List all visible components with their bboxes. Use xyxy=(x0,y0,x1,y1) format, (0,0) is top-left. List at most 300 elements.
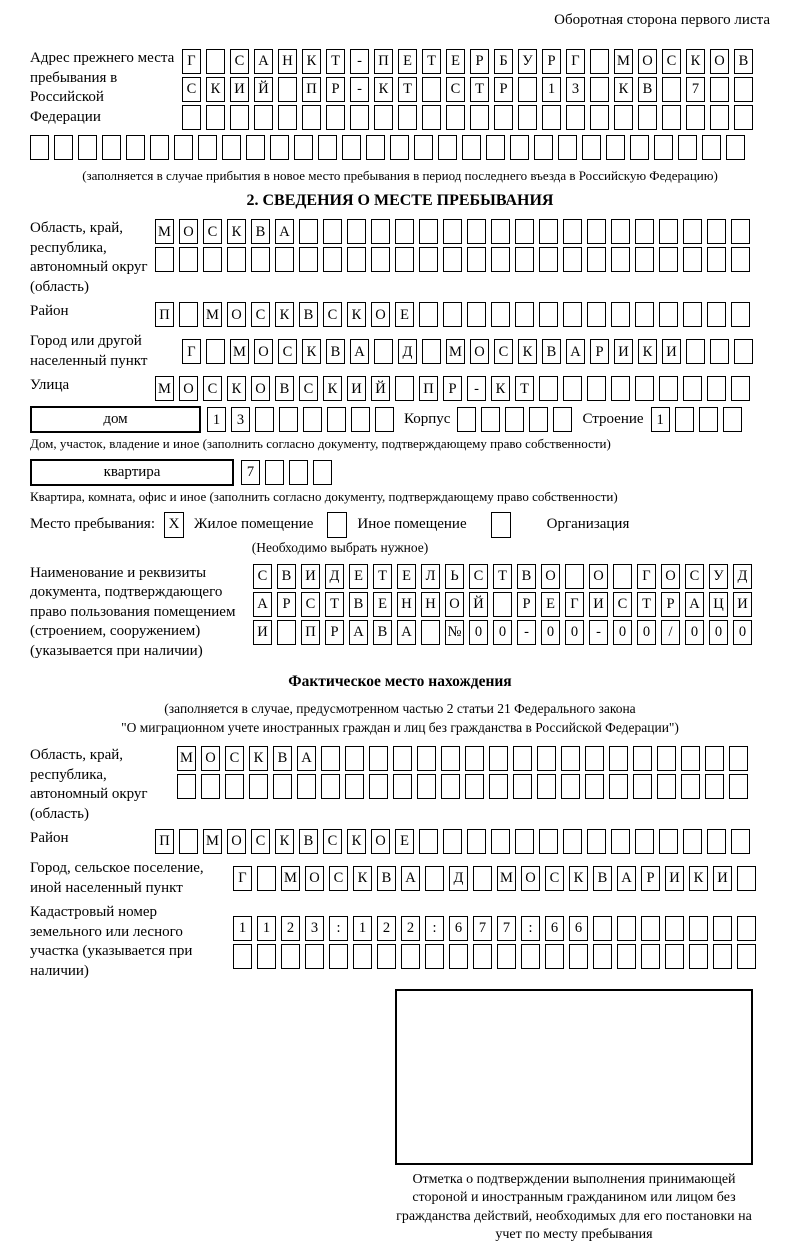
char-cell[interactable] xyxy=(491,247,510,272)
char-cell[interactable] xyxy=(345,746,364,771)
char-cell[interactable] xyxy=(467,219,486,244)
char-cell[interactable]: Р xyxy=(661,592,680,617)
char-cell[interactable]: И xyxy=(301,564,320,589)
char-cell[interactable] xyxy=(419,829,438,854)
char-cell[interactable]: А xyxy=(254,49,273,74)
char-cell[interactable] xyxy=(565,564,584,589)
char-cell[interactable] xyxy=(351,407,370,432)
char-cell[interactable]: Р xyxy=(590,339,609,364)
char-cell[interactable] xyxy=(611,219,630,244)
char-cell[interactable] xyxy=(587,829,606,854)
char-cell[interactable]: А xyxy=(397,620,416,645)
char-cell[interactable]: С xyxy=(251,302,270,327)
char-cell[interactable]: П xyxy=(302,77,321,102)
char-cell[interactable] xyxy=(635,829,654,854)
char-cell[interactable] xyxy=(705,746,724,771)
char-cell[interactable]: В xyxy=(273,746,292,771)
char-cell[interactable]: 2 xyxy=(377,916,396,941)
char-cell[interactable]: - xyxy=(350,49,369,74)
char-cell[interactable]: А xyxy=(401,866,420,891)
char-cell[interactable] xyxy=(329,944,348,969)
char-cell[interactable]: М xyxy=(203,302,222,327)
char-cell[interactable] xyxy=(590,49,609,74)
char-cell[interactable] xyxy=(395,376,414,401)
char-cell[interactable]: М xyxy=(230,339,249,364)
char-cell[interactable] xyxy=(374,339,393,364)
char-cell[interactable] xyxy=(30,135,49,160)
char-cell[interactable]: О xyxy=(445,592,464,617)
char-cell[interactable] xyxy=(465,774,484,799)
char-cell[interactable]: А xyxy=(685,592,704,617)
char-cell[interactable] xyxy=(675,407,694,432)
char-cell[interactable]: Т xyxy=(637,592,656,617)
char-cell[interactable] xyxy=(201,774,220,799)
char-cell[interactable] xyxy=(635,247,654,272)
char-cell[interactable]: Е xyxy=(541,592,560,617)
char-cell[interactable] xyxy=(611,376,630,401)
char-cell[interactable] xyxy=(633,774,652,799)
char-cell[interactable] xyxy=(713,916,732,941)
char-cell[interactable] xyxy=(303,407,322,432)
char-cell[interactable] xyxy=(609,746,628,771)
char-cell[interactable]: К xyxy=(302,49,321,74)
char-cell[interactable] xyxy=(278,105,297,130)
char-cell[interactable]: О xyxy=(470,339,489,364)
char-cell[interactable] xyxy=(665,944,684,969)
char-cell[interactable] xyxy=(518,77,537,102)
char-cell[interactable] xyxy=(563,829,582,854)
char-cell[interactable] xyxy=(270,135,289,160)
char-cell[interactable]: К xyxy=(689,866,708,891)
residence-checkbox-org[interactable] xyxy=(491,512,511,538)
char-cell[interactable]: К xyxy=(275,829,294,854)
char-cell[interactable]: 0 xyxy=(541,620,560,645)
char-cell[interactable]: Е xyxy=(349,564,368,589)
char-cell[interactable]: К xyxy=(323,376,342,401)
char-cell[interactable] xyxy=(369,774,388,799)
char-cell[interactable] xyxy=(513,774,532,799)
char-cell[interactable] xyxy=(683,302,702,327)
char-cell[interactable]: А xyxy=(253,592,272,617)
char-cell[interactable] xyxy=(465,746,484,771)
char-cell[interactable]: С xyxy=(230,49,249,74)
char-cell[interactable]: 1 xyxy=(207,407,226,432)
char-cell[interactable] xyxy=(227,247,246,272)
char-cell[interactable]: В xyxy=(373,620,392,645)
char-cell[interactable]: В xyxy=(349,592,368,617)
char-cell[interactable] xyxy=(441,746,460,771)
char-cell[interactable]: Р xyxy=(470,49,489,74)
char-cell[interactable] xyxy=(659,302,678,327)
char-cell[interactable] xyxy=(659,247,678,272)
char-cell[interactable] xyxy=(425,944,444,969)
char-cell[interactable] xyxy=(327,407,346,432)
char-cell[interactable]: Т xyxy=(325,592,344,617)
char-cell[interactable] xyxy=(723,407,742,432)
char-cell[interactable]: И xyxy=(662,339,681,364)
char-cell[interactable] xyxy=(705,774,724,799)
char-cell[interactable] xyxy=(126,135,145,160)
char-cell[interactable] xyxy=(542,105,561,130)
char-cell[interactable] xyxy=(251,247,270,272)
char-cell[interactable]: М xyxy=(155,219,174,244)
char-cell[interactable] xyxy=(305,944,324,969)
char-cell[interactable] xyxy=(179,247,198,272)
char-cell[interactable] xyxy=(473,866,492,891)
char-cell[interactable] xyxy=(150,135,169,160)
char-cell[interactable] xyxy=(707,376,726,401)
char-cell[interactable]: К xyxy=(227,219,246,244)
char-cell[interactable] xyxy=(686,105,705,130)
char-cell[interactable] xyxy=(289,460,308,485)
char-cell[interactable]: 0 xyxy=(709,620,728,645)
char-cell[interactable] xyxy=(737,944,756,969)
char-cell[interactable]: А xyxy=(275,219,294,244)
char-cell[interactable] xyxy=(443,219,462,244)
char-cell[interactable] xyxy=(374,105,393,130)
char-cell[interactable] xyxy=(182,105,201,130)
char-cell[interactable] xyxy=(633,746,652,771)
char-cell[interactable] xyxy=(563,219,582,244)
char-cell[interactable] xyxy=(467,302,486,327)
char-cell[interactable] xyxy=(635,376,654,401)
char-cell[interactable]: - xyxy=(467,376,486,401)
char-cell[interactable] xyxy=(233,944,252,969)
char-cell[interactable] xyxy=(659,376,678,401)
char-cell[interactable]: О xyxy=(371,302,390,327)
char-cell[interactable]: Р xyxy=(542,49,561,74)
char-cell[interactable]: В xyxy=(326,339,345,364)
char-cell[interactable]: С xyxy=(323,302,342,327)
char-cell[interactable]: Г xyxy=(566,49,585,74)
char-cell[interactable]: О xyxy=(661,564,680,589)
char-cell[interactable] xyxy=(206,49,225,74)
char-cell[interactable] xyxy=(587,302,606,327)
char-cell[interactable] xyxy=(395,247,414,272)
char-cell[interactable] xyxy=(665,916,684,941)
char-cell[interactable] xyxy=(726,135,745,160)
char-cell[interactable] xyxy=(657,774,676,799)
char-cell[interactable]: Р xyxy=(277,592,296,617)
char-cell[interactable] xyxy=(505,407,524,432)
char-cell[interactable]: Д xyxy=(733,564,752,589)
char-cell[interactable] xyxy=(539,219,558,244)
char-cell[interactable] xyxy=(318,135,337,160)
char-cell[interactable] xyxy=(515,829,534,854)
char-cell[interactable]: 3 xyxy=(231,407,250,432)
char-cell[interactable]: Т xyxy=(373,564,392,589)
char-cell[interactable] xyxy=(561,746,580,771)
char-cell[interactable] xyxy=(366,135,385,160)
char-cell[interactable]: В xyxy=(299,829,318,854)
char-cell[interactable] xyxy=(342,135,361,160)
char-cell[interactable] xyxy=(230,105,249,130)
char-cell[interactable] xyxy=(419,247,438,272)
char-cell[interactable] xyxy=(563,376,582,401)
char-cell[interactable]: 1 xyxy=(651,407,670,432)
char-cell[interactable]: О xyxy=(179,376,198,401)
char-cell[interactable] xyxy=(467,247,486,272)
char-cell[interactable]: Ц xyxy=(709,592,728,617)
char-cell[interactable] xyxy=(299,247,318,272)
char-cell[interactable]: А xyxy=(617,866,636,891)
char-cell[interactable]: 2 xyxy=(281,916,300,941)
char-cell[interactable]: П xyxy=(155,302,174,327)
char-cell[interactable] xyxy=(731,376,750,401)
char-cell[interactable]: 6 xyxy=(449,916,468,941)
char-cell[interactable]: С xyxy=(299,376,318,401)
char-cell[interactable] xyxy=(590,105,609,130)
char-cell[interactable]: О xyxy=(710,49,729,74)
char-cell[interactable] xyxy=(593,944,612,969)
char-cell[interactable] xyxy=(641,916,660,941)
char-cell[interactable]: С xyxy=(251,829,270,854)
char-cell[interactable] xyxy=(731,247,750,272)
char-cell[interactable]: О xyxy=(254,339,273,364)
char-cell[interactable] xyxy=(710,77,729,102)
char-cell[interactable]: М xyxy=(446,339,465,364)
char-cell[interactable]: А xyxy=(349,620,368,645)
char-cell[interactable] xyxy=(422,339,441,364)
char-cell[interactable]: И xyxy=(614,339,633,364)
char-cell[interactable]: Б xyxy=(494,49,513,74)
char-cell[interactable] xyxy=(707,247,726,272)
char-cell[interactable] xyxy=(609,774,628,799)
char-cell[interactable] xyxy=(689,944,708,969)
char-cell[interactable]: 0 xyxy=(493,620,512,645)
char-cell[interactable]: В xyxy=(734,49,753,74)
char-cell[interactable] xyxy=(345,774,364,799)
char-cell[interactable] xyxy=(611,247,630,272)
char-cell[interactable] xyxy=(635,302,654,327)
char-cell[interactable]: / xyxy=(661,620,680,645)
char-cell[interactable]: У xyxy=(709,564,728,589)
char-cell[interactable]: А xyxy=(566,339,585,364)
char-cell[interactable]: 1 xyxy=(257,916,276,941)
char-cell[interactable]: О xyxy=(227,829,246,854)
char-cell[interactable] xyxy=(737,916,756,941)
char-cell[interactable]: 6 xyxy=(569,916,588,941)
char-cell[interactable] xyxy=(417,746,436,771)
char-cell[interactable] xyxy=(630,135,649,160)
char-cell[interactable] xyxy=(737,866,756,891)
char-cell[interactable] xyxy=(294,135,313,160)
char-cell[interactable]: Р xyxy=(443,376,462,401)
char-cell[interactable] xyxy=(585,746,604,771)
char-cell[interactable] xyxy=(638,105,657,130)
residence-checkbox-zhiloe[interactable]: X xyxy=(164,512,184,538)
char-cell[interactable]: К xyxy=(206,77,225,102)
char-cell[interactable]: Д xyxy=(449,866,468,891)
char-cell[interactable] xyxy=(179,829,198,854)
char-cell[interactable]: 3 xyxy=(566,77,585,102)
char-cell[interactable] xyxy=(398,105,417,130)
char-cell[interactable] xyxy=(313,460,332,485)
char-cell[interactable] xyxy=(470,105,489,130)
char-cell[interactable]: Д xyxy=(398,339,417,364)
char-cell[interactable] xyxy=(702,135,721,160)
char-cell[interactable] xyxy=(553,407,572,432)
char-cell[interactable] xyxy=(347,219,366,244)
char-cell[interactable]: Т xyxy=(422,49,441,74)
char-cell[interactable] xyxy=(729,746,748,771)
char-cell[interactable]: Д xyxy=(325,564,344,589)
char-cell[interactable]: - xyxy=(589,620,608,645)
char-cell[interactable] xyxy=(707,829,726,854)
char-cell[interactable]: С xyxy=(469,564,488,589)
char-cell[interactable] xyxy=(710,339,729,364)
char-cell[interactable] xyxy=(174,135,193,160)
char-cell[interactable] xyxy=(347,247,366,272)
char-cell[interactable] xyxy=(587,247,606,272)
char-cell[interactable]: О xyxy=(251,376,270,401)
char-cell[interactable] xyxy=(539,376,558,401)
char-cell[interactable] xyxy=(734,105,753,130)
char-cell[interactable] xyxy=(449,944,468,969)
char-cell[interactable] xyxy=(323,219,342,244)
char-cell[interactable]: В xyxy=(593,866,612,891)
char-cell[interactable]: К xyxy=(353,866,372,891)
char-cell[interactable]: 0 xyxy=(565,620,584,645)
char-cell[interactable] xyxy=(537,774,556,799)
char-cell[interactable] xyxy=(539,829,558,854)
char-cell[interactable] xyxy=(686,339,705,364)
char-cell[interactable] xyxy=(473,944,492,969)
char-cell[interactable] xyxy=(78,135,97,160)
char-cell[interactable] xyxy=(393,774,412,799)
char-cell[interactable]: И xyxy=(253,620,272,645)
char-cell[interactable] xyxy=(563,302,582,327)
char-cell[interactable]: О xyxy=(541,564,560,589)
char-cell[interactable]: Г xyxy=(182,49,201,74)
char-cell[interactable]: Г xyxy=(182,339,201,364)
char-cell[interactable]: 1 xyxy=(542,77,561,102)
char-cell[interactable]: М xyxy=(614,49,633,74)
char-cell[interactable] xyxy=(441,774,460,799)
char-cell[interactable]: 1 xyxy=(353,916,372,941)
char-cell[interactable] xyxy=(534,135,553,160)
char-cell[interactable] xyxy=(734,339,753,364)
char-cell[interactable] xyxy=(699,407,718,432)
char-cell[interactable] xyxy=(257,866,276,891)
char-cell[interactable]: В xyxy=(299,302,318,327)
char-cell[interactable] xyxy=(539,247,558,272)
char-cell[interactable]: С xyxy=(182,77,201,102)
char-cell[interactable]: : xyxy=(521,916,540,941)
char-cell[interactable] xyxy=(275,247,294,272)
char-cell[interactable] xyxy=(558,135,577,160)
char-cell[interactable] xyxy=(443,302,462,327)
char-cell[interactable]: В xyxy=(275,376,294,401)
char-cell[interactable]: К xyxy=(638,339,657,364)
char-cell[interactable] xyxy=(353,944,372,969)
char-cell[interactable] xyxy=(302,105,321,130)
char-cell[interactable]: Н xyxy=(397,592,416,617)
char-cell[interactable] xyxy=(155,247,174,272)
char-cell[interactable]: И xyxy=(665,866,684,891)
char-cell[interactable] xyxy=(371,247,390,272)
char-cell[interactable] xyxy=(278,77,297,102)
char-cell[interactable]: А xyxy=(297,746,316,771)
char-cell[interactable]: В xyxy=(251,219,270,244)
char-cell[interactable]: И xyxy=(230,77,249,102)
char-cell[interactable] xyxy=(617,916,636,941)
char-cell[interactable] xyxy=(422,77,441,102)
char-cell[interactable] xyxy=(377,944,396,969)
char-cell[interactable] xyxy=(425,866,444,891)
char-cell[interactable] xyxy=(206,339,225,364)
char-cell[interactable]: Г xyxy=(233,866,252,891)
char-cell[interactable] xyxy=(279,407,298,432)
char-cell[interactable]: М xyxy=(203,829,222,854)
char-cell[interactable] xyxy=(678,135,697,160)
char-cell[interactable] xyxy=(203,247,222,272)
char-cell[interactable]: Й xyxy=(469,592,488,617)
char-cell[interactable]: К xyxy=(302,339,321,364)
char-cell[interactable] xyxy=(613,564,632,589)
char-cell[interactable]: 6 xyxy=(545,916,564,941)
char-cell[interactable] xyxy=(255,407,274,432)
char-cell[interactable] xyxy=(54,135,73,160)
char-cell[interactable]: Р xyxy=(641,866,660,891)
char-cell[interactable]: К xyxy=(491,376,510,401)
char-cell[interactable] xyxy=(593,916,612,941)
char-cell[interactable] xyxy=(510,135,529,160)
char-cell[interactable] xyxy=(299,219,318,244)
char-cell[interactable] xyxy=(350,105,369,130)
char-cell[interactable] xyxy=(265,460,284,485)
char-cell[interactable] xyxy=(277,620,296,645)
char-cell[interactable]: К xyxy=(686,49,705,74)
char-cell[interactable]: О xyxy=(201,746,220,771)
char-cell[interactable] xyxy=(529,407,548,432)
char-cell[interactable] xyxy=(539,302,558,327)
char-cell[interactable] xyxy=(421,620,440,645)
char-cell[interactable] xyxy=(249,774,268,799)
char-cell[interactable]: Т xyxy=(398,77,417,102)
char-cell[interactable] xyxy=(707,219,726,244)
char-cell[interactable]: Е xyxy=(398,49,417,74)
char-cell[interactable] xyxy=(518,105,537,130)
char-cell[interactable]: Г xyxy=(565,592,584,617)
char-cell[interactable] xyxy=(681,746,700,771)
char-cell[interactable] xyxy=(414,135,433,160)
char-cell[interactable] xyxy=(561,774,580,799)
char-cell[interactable]: 0 xyxy=(613,620,632,645)
char-cell[interactable] xyxy=(102,135,121,160)
char-cell[interactable] xyxy=(457,407,476,432)
char-cell[interactable] xyxy=(489,746,508,771)
char-cell[interactable]: С xyxy=(662,49,681,74)
char-cell[interactable] xyxy=(513,746,532,771)
char-cell[interactable] xyxy=(515,247,534,272)
char-cell[interactable]: П xyxy=(155,829,174,854)
char-cell[interactable] xyxy=(493,592,512,617)
char-cell[interactable] xyxy=(689,916,708,941)
char-cell[interactable]: Р xyxy=(517,592,536,617)
char-cell[interactable]: С xyxy=(446,77,465,102)
char-cell[interactable] xyxy=(587,219,606,244)
char-cell[interactable] xyxy=(515,219,534,244)
char-cell[interactable] xyxy=(393,746,412,771)
char-cell[interactable] xyxy=(222,135,241,160)
char-cell[interactable]: К xyxy=(227,376,246,401)
char-cell[interactable]: Ь xyxy=(445,564,464,589)
char-cell[interactable] xyxy=(611,302,630,327)
char-cell[interactable] xyxy=(614,105,633,130)
char-cell[interactable] xyxy=(710,105,729,130)
char-cell[interactable]: А xyxy=(350,339,369,364)
